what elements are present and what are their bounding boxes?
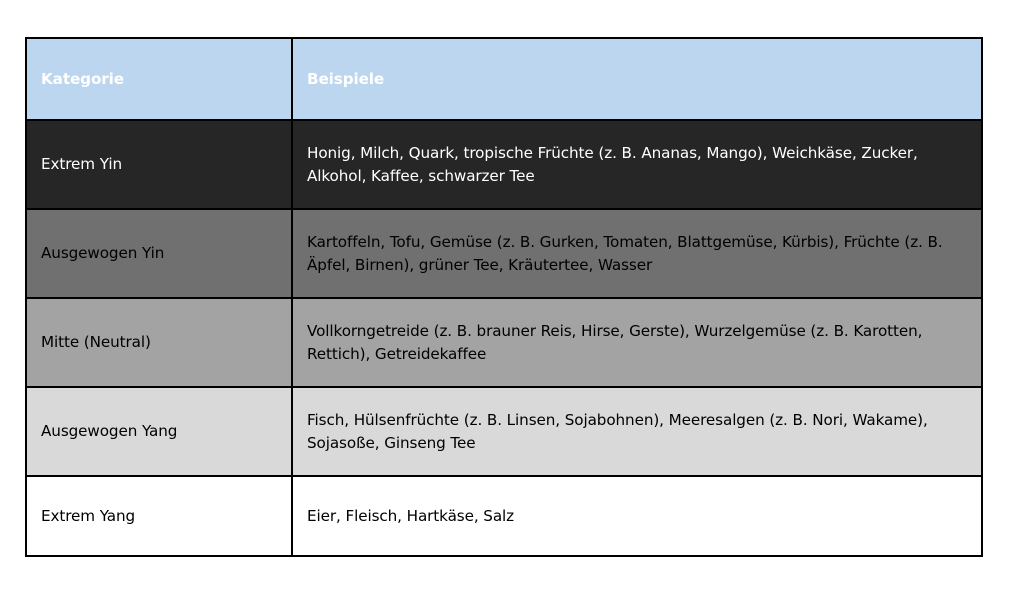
examples-cell: Kartoffeln, Tofu, Gemüse (z. B. Gurken, Tomaten, Blattgemüse, Kürbis), Früchte (z. B. Äpfel, Birnen), grüner Tee, Kräutertee, Wasser [293, 208, 981, 297]
category-cell: Ausgewogen Yang [27, 386, 293, 475]
category-cell: Extrem Yin [27, 119, 293, 208]
examples-cell: Eier, Fleisch, Hartkäse, Salz [293, 475, 981, 555]
category-cell: Extrem Yang [27, 475, 293, 555]
yin-yang-food-table [25, 37, 983, 557]
header-cell-category: Kategorie [27, 39, 293, 119]
header-cell-examples: Beispiele [293, 39, 981, 119]
examples-cell: Vollkorngetreide (z. B. brauner Reis, Hirse, Gerste), Wurzelgemüse (z. B. Karotten, Rettich), Getreidekaffee [293, 297, 981, 386]
examples-cell: Fisch, Hülsenfrüchte (z. B. Linsen, Sojabohnen), Meeresalgen (z. B. Nori, Wakame), Sojasoße, Ginseng Tee [293, 386, 981, 475]
category-cell: Ausgewogen Yin [27, 208, 293, 297]
category-cell: Mitte (Neutral) [27, 297, 293, 386]
examples-cell: Honig, Milch, Quark, tropische Früchte (z. B. Ananas, Mango), Weichkäse, Zucker, Alkohol, Kaffee, schwarzer Tee [293, 119, 981, 208]
